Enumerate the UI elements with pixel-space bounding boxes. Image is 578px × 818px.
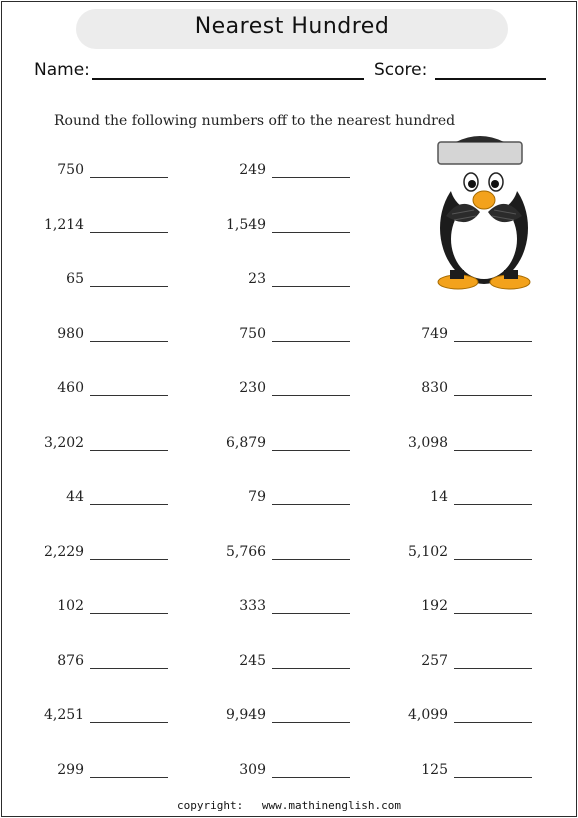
answer-blank[interactable] — [90, 504, 168, 505]
problem-number: 2,229 — [44, 544, 85, 560]
answer-blank[interactable] — [272, 613, 350, 614]
answer-blank[interactable] — [272, 504, 350, 505]
title-banner — [76, 9, 508, 49]
problem-number: 14 — [430, 489, 448, 505]
problem-item — [226, 544, 376, 564]
answer-blank[interactable] — [454, 777, 532, 778]
problem-number: 5,766 — [226, 544, 267, 560]
problem-item — [44, 162, 194, 182]
answer-blank[interactable] — [454, 395, 532, 396]
problem-number: 749 — [421, 326, 448, 342]
answer-blank[interactable] — [272, 341, 350, 342]
answer-blank[interactable] — [454, 722, 532, 723]
problem-number: 750 — [57, 162, 84, 178]
answer-blank[interactable] — [90, 286, 168, 287]
problem-item — [226, 435, 376, 455]
problem-number: 980 — [57, 326, 84, 342]
answer-blank[interactable] — [272, 777, 350, 778]
problem-item — [44, 598, 194, 618]
problem-item — [408, 653, 558, 673]
problem-item — [44, 762, 194, 782]
problem-number: 333 — [239, 598, 266, 614]
score-field[interactable] — [435, 78, 546, 80]
problem-item — [44, 653, 194, 673]
problem-number: 9,949 — [226, 707, 267, 723]
problem-number: 4,099 — [408, 707, 449, 723]
problem-number: 102 — [57, 598, 84, 614]
answer-blank[interactable] — [90, 722, 168, 723]
problem-item — [408, 707, 558, 727]
problem-number: 23 — [248, 271, 266, 287]
answer-blank[interactable] — [272, 559, 350, 560]
problem-number: 79 — [248, 489, 266, 505]
name-score-row — [34, 60, 554, 84]
problem-item — [226, 707, 376, 727]
problem-number: 876 — [57, 653, 84, 669]
answer-blank[interactable] — [454, 450, 532, 451]
answer-blank[interactable] — [90, 613, 168, 614]
problem-item — [226, 762, 376, 782]
answer-blank[interactable] — [90, 177, 168, 178]
instruction-text: Round the following numbers off to the nearest hundred — [54, 113, 456, 129]
problem-item — [44, 217, 194, 237]
answer-blank[interactable] — [454, 504, 532, 505]
problem-item — [44, 435, 194, 455]
answer-blank[interactable] — [272, 722, 350, 723]
problem-number: 5,102 — [408, 544, 449, 560]
problem-item — [226, 271, 376, 291]
answer-blank[interactable] — [272, 232, 350, 233]
problem-item — [226, 326, 376, 346]
problem-item — [226, 598, 376, 618]
problem-number: 230 — [239, 380, 266, 396]
problem-number: 1,549 — [226, 217, 267, 233]
problem-number: 6,879 — [226, 435, 267, 451]
problem-item — [226, 380, 376, 400]
penguin-illustration — [434, 136, 534, 292]
problem-number: 44 — [66, 489, 84, 505]
problem-item — [408, 380, 558, 400]
answer-blank[interactable] — [90, 668, 168, 669]
score-label: Score: — [374, 60, 428, 80]
answer-blank[interactable] — [454, 341, 532, 342]
problem-number: 1,214 — [44, 217, 85, 233]
problem-number: 3,202 — [44, 435, 85, 451]
problem-number: 460 — [57, 380, 84, 396]
problem-item — [408, 598, 558, 618]
answer-blank[interactable] — [454, 613, 532, 614]
problem-item — [44, 271, 194, 291]
answer-blank[interactable] — [90, 395, 168, 396]
problem-number: 830 — [421, 380, 448, 396]
copyright-label: copyright: — [177, 799, 244, 812]
answer-blank[interactable] — [90, 450, 168, 451]
problem-number: 750 — [239, 326, 266, 342]
problem-item — [408, 435, 558, 455]
answer-blank[interactable] — [272, 450, 350, 451]
problem-number: 65 — [66, 271, 84, 287]
answer-blank[interactable] — [272, 177, 350, 178]
problem-item — [44, 707, 194, 727]
problem-item — [44, 489, 194, 509]
problem-number: 257 — [421, 653, 448, 669]
answer-blank[interactable] — [272, 286, 350, 287]
problem-item — [408, 762, 558, 782]
problem-item — [226, 489, 376, 509]
problem-number: 249 — [239, 162, 266, 178]
answer-blank[interactable] — [90, 341, 168, 342]
problem-item — [408, 544, 558, 564]
answer-blank[interactable] — [454, 559, 532, 560]
problem-item — [226, 653, 376, 673]
answer-blank[interactable] — [90, 559, 168, 560]
problem-number: 125 — [421, 762, 448, 778]
problem-item — [44, 380, 194, 400]
answer-blank[interactable] — [454, 668, 532, 669]
answer-blank[interactable] — [272, 395, 350, 396]
problem-number: 4,251 — [44, 707, 85, 723]
problem-item — [226, 162, 376, 182]
name-field[interactable] — [92, 78, 364, 80]
problem-item — [408, 489, 558, 509]
name-label: Name: — [34, 60, 90, 80]
footer-url[interactable]: www.mathinenglish.com — [261, 799, 401, 812]
problem-item — [408, 326, 558, 346]
problem-number: 299 — [57, 762, 84, 778]
answer-blank[interactable] — [90, 777, 168, 778]
problem-number: 192 — [421, 598, 448, 614]
problem-number: 309 — [239, 762, 266, 778]
problem-item — [44, 326, 194, 346]
problem-number: 3,098 — [408, 435, 449, 451]
page-title: Nearest Hundred — [194, 14, 390, 39]
problem-item — [226, 217, 376, 237]
answer-blank[interactable] — [90, 232, 168, 233]
footer — [0, 799, 578, 812]
answer-blank[interactable] — [272, 668, 350, 669]
problem-number: 245 — [239, 653, 266, 669]
problem-item — [44, 544, 194, 564]
